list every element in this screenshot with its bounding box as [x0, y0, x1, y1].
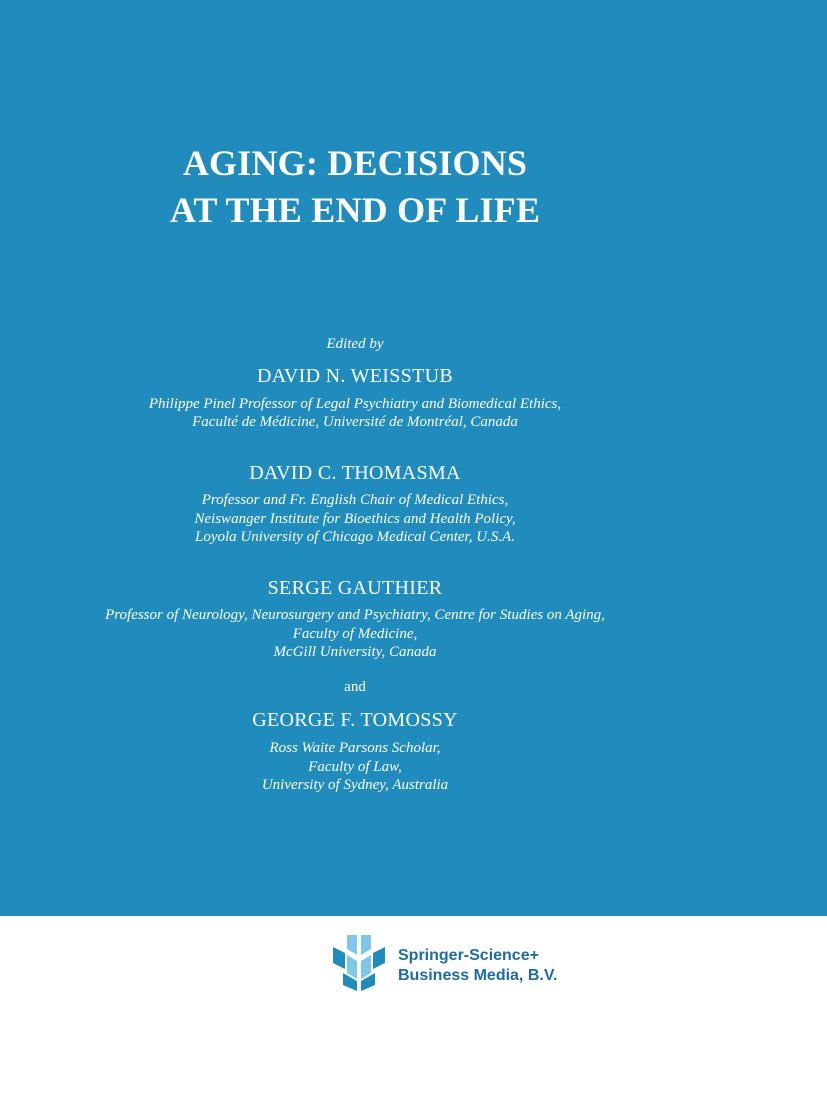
- editor-name-tomossy: GEORGE F. TOMOSSY: [252, 709, 458, 731]
- edited-by-label: Edited by: [326, 336, 384, 352]
- editor-name-weisstub: DAVID N. WEISSTUB: [256, 365, 454, 387]
- book-title-line-2: AT THE END OF LIFE: [169, 190, 541, 230]
- editor-affiliation-line: Ross Waite Parsons Scholar,: [269, 740, 441, 756]
- editor-affiliation-line: Faculty of Medicine,: [292, 626, 418, 642]
- editor-name-gauthier: SERGE GAUTHIER: [267, 577, 443, 599]
- bottom-panel: [0, 916, 827, 1102]
- book-title-line-1: AGING: DECISIONS: [182, 143, 528, 183]
- editor-affiliation-line: Philippe Pinel Professor of Legal Psychiatry and Biomedical Ethics,: [148, 396, 562, 412]
- editor-affiliation-line: Neiswanger Institute for Bioethics and Health Policy,: [194, 511, 516, 527]
- springer-logo-icon: [333, 935, 385, 991]
- editor-affiliation-line: Faculté de Médicine, Université de Montréal, Canada: [192, 414, 518, 430]
- publisher-name-line-2: Business Media, B.V.: [398, 967, 558, 984]
- editor-affiliation-line: Faculty of Law,: [308, 759, 402, 775]
- and-conjunction: and: [344, 679, 366, 695]
- editor-affiliation-line: University of Sydney, Australia: [261, 777, 449, 793]
- editor-affiliation-line: Professor of Neurology, Neurosurgery and Psychiatry, Centre for Studies on Aging,: [105, 607, 605, 623]
- editor-affiliation-line: Loyola University of Chicago Medical Center, U.S.A.: [195, 529, 515, 545]
- publisher-name-line-1: Springer-Science+: [398, 947, 539, 964]
- editor-affiliation-line: McGill University, Canada: [273, 644, 437, 660]
- editor-name-thomasma: DAVID C. THOMASMA: [249, 462, 461, 484]
- publisher-name: [398, 946, 658, 986]
- editor-affiliation-line: Professor and Fr. English Chair of Medical Ethics,: [201, 492, 509, 508]
